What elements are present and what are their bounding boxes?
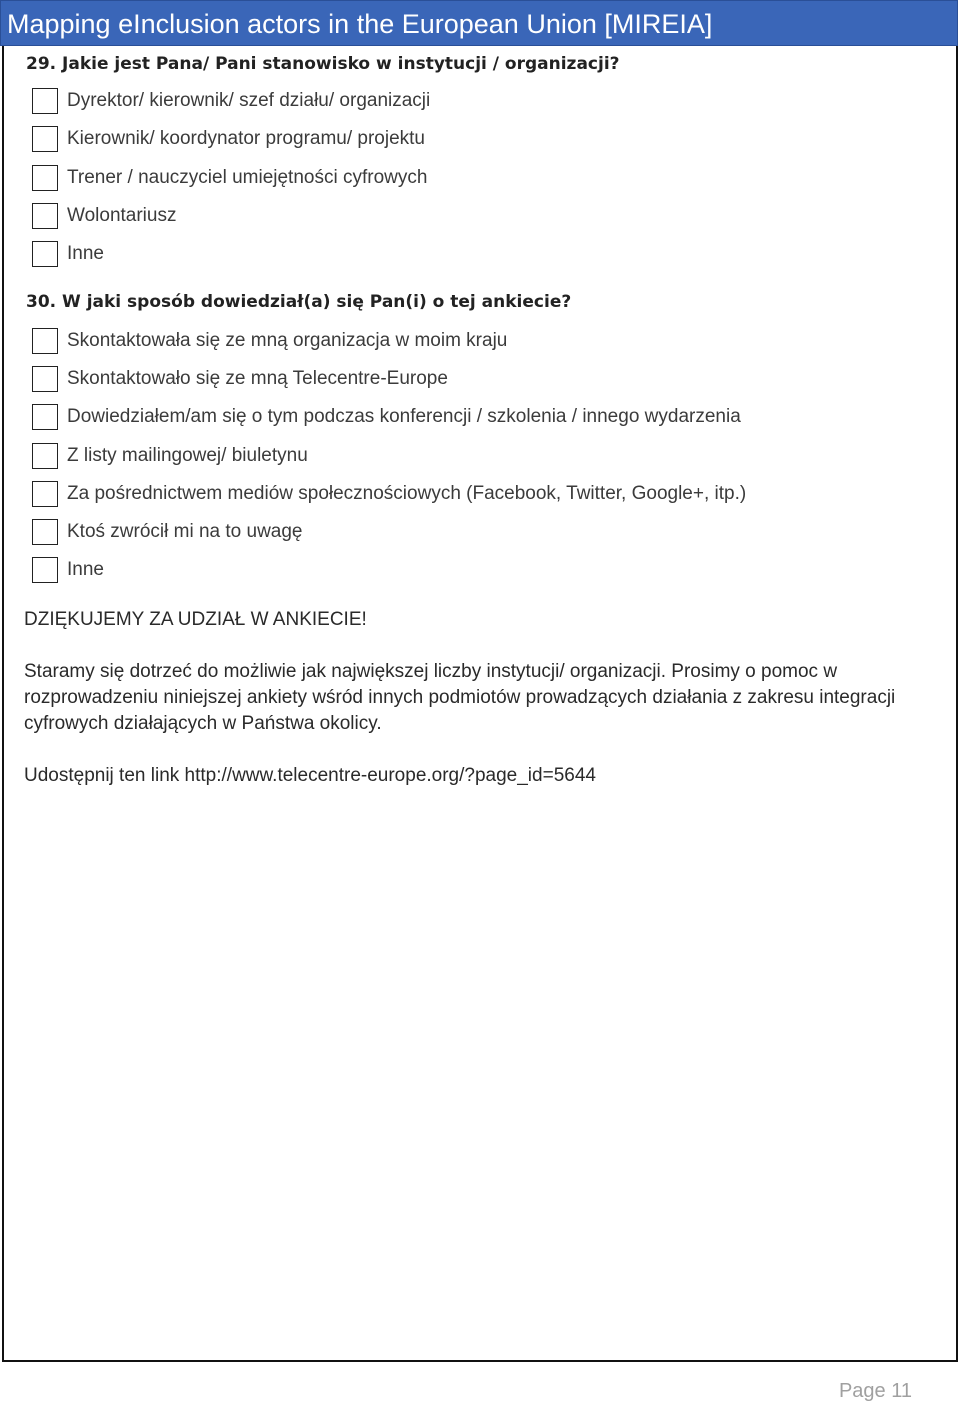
q30-option-social-media[interactable] bbox=[32, 480, 746, 508]
outreach-paragraph: Staramy się dotrzeć do możliwie jak największej liczby instytucji/ organizacji. Prosimy o pomoc w rozprowadzeniu niniejszej ankiety wśród innych podmiotów prowadzących działania z zakresu integracji cyfrowych działających w Państwa okolicy. bbox=[24, 661, 896, 734]
q29-option-trainer[interactable] bbox=[32, 164, 427, 192]
q29-option-program-manager[interactable] bbox=[32, 125, 425, 153]
question-30-label: 30. W jaki sposób dowiedział(a) się Pan(i) o tej ankiecie? bbox=[26, 292, 572, 312]
share-link-text: Udostępnij ten link http://www.telecentre-europe.org/?page_id=5644 bbox=[24, 765, 596, 786]
q29-checkbox-program-manager[interactable] bbox=[32, 126, 58, 152]
q30-option-label: Inne bbox=[67, 559, 104, 580]
header-title: Mapping eInclusion actors in the European Union [MIREIA] bbox=[7, 9, 713, 39]
q30-option-someone-told[interactable] bbox=[32, 518, 303, 546]
q29-option-label: Kierownik/ koordynator programu/ projektu bbox=[67, 128, 426, 149]
q30-checkbox-event[interactable] bbox=[32, 404, 58, 430]
question-29-label: 29. Jakie jest Pana/ Pani stanowisko w instytucji / organizacji? bbox=[26, 54, 620, 74]
q29-checkbox-other[interactable] bbox=[32, 241, 58, 267]
q30-option-label: Ktoś zwrócił mi na to uwagę bbox=[67, 521, 303, 542]
document-header bbox=[0, 0, 958, 46]
q29-option-volunteer[interactable] bbox=[32, 202, 176, 230]
q30-option-mailing-list[interactable] bbox=[32, 442, 308, 470]
q29-checkbox-volunteer[interactable] bbox=[32, 203, 58, 229]
q30-option-event[interactable] bbox=[32, 403, 741, 431]
q30-option-label: Dowiedziałem/am się o tym podczas konferencji / szkolenia / innego wydarzenia bbox=[67, 406, 741, 427]
q29-option-label: Inne bbox=[67, 243, 104, 264]
q30-checkbox-national-org[interactable] bbox=[32, 328, 58, 354]
thank-you-heading: DZIĘKUJEMY ZA UDZIAŁ W ANKIECIE! bbox=[24, 609, 367, 630]
q30-option-other[interactable] bbox=[32, 556, 104, 584]
q29-option-director[interactable] bbox=[32, 87, 430, 115]
q30-option-label: Z listy mailingowej/ biuletynu bbox=[67, 445, 308, 466]
q29-option-label: Trener / nauczyciel umiejętności cyfrowych bbox=[67, 167, 428, 188]
q29-checkbox-director[interactable] bbox=[32, 88, 58, 114]
q30-checkbox-someone-told[interactable] bbox=[32, 519, 58, 545]
q30-checkbox-mailing-list[interactable] bbox=[32, 443, 58, 469]
q30-option-label: Skontaktowało się ze mną Telecentre-Europe bbox=[67, 368, 448, 389]
q30-option-label: Skontaktowała się ze mną organizacja w moim kraju bbox=[67, 330, 508, 351]
q29-option-label: Wolontariusz bbox=[67, 205, 177, 226]
page-number: Page 11 bbox=[838, 1380, 912, 1402]
q29-checkbox-trainer[interactable] bbox=[32, 165, 58, 191]
q30-checkbox-other[interactable] bbox=[32, 557, 58, 583]
q29-option-other[interactable] bbox=[32, 240, 104, 268]
q30-option-label: Za pośrednictwem mediów społecznościowych (Facebook, Twitter, Google+, itp.) bbox=[67, 483, 747, 504]
q30-checkbox-social-media[interactable] bbox=[32, 481, 58, 507]
q29-option-label: Dyrektor/ kierownik/ szef działu/ organizacji bbox=[67, 90, 431, 111]
q30-option-telecentre-europe[interactable] bbox=[32, 365, 448, 393]
q30-checkbox-telecentre-europe[interactable] bbox=[32, 366, 58, 392]
q30-option-national-org[interactable] bbox=[32, 327, 507, 355]
